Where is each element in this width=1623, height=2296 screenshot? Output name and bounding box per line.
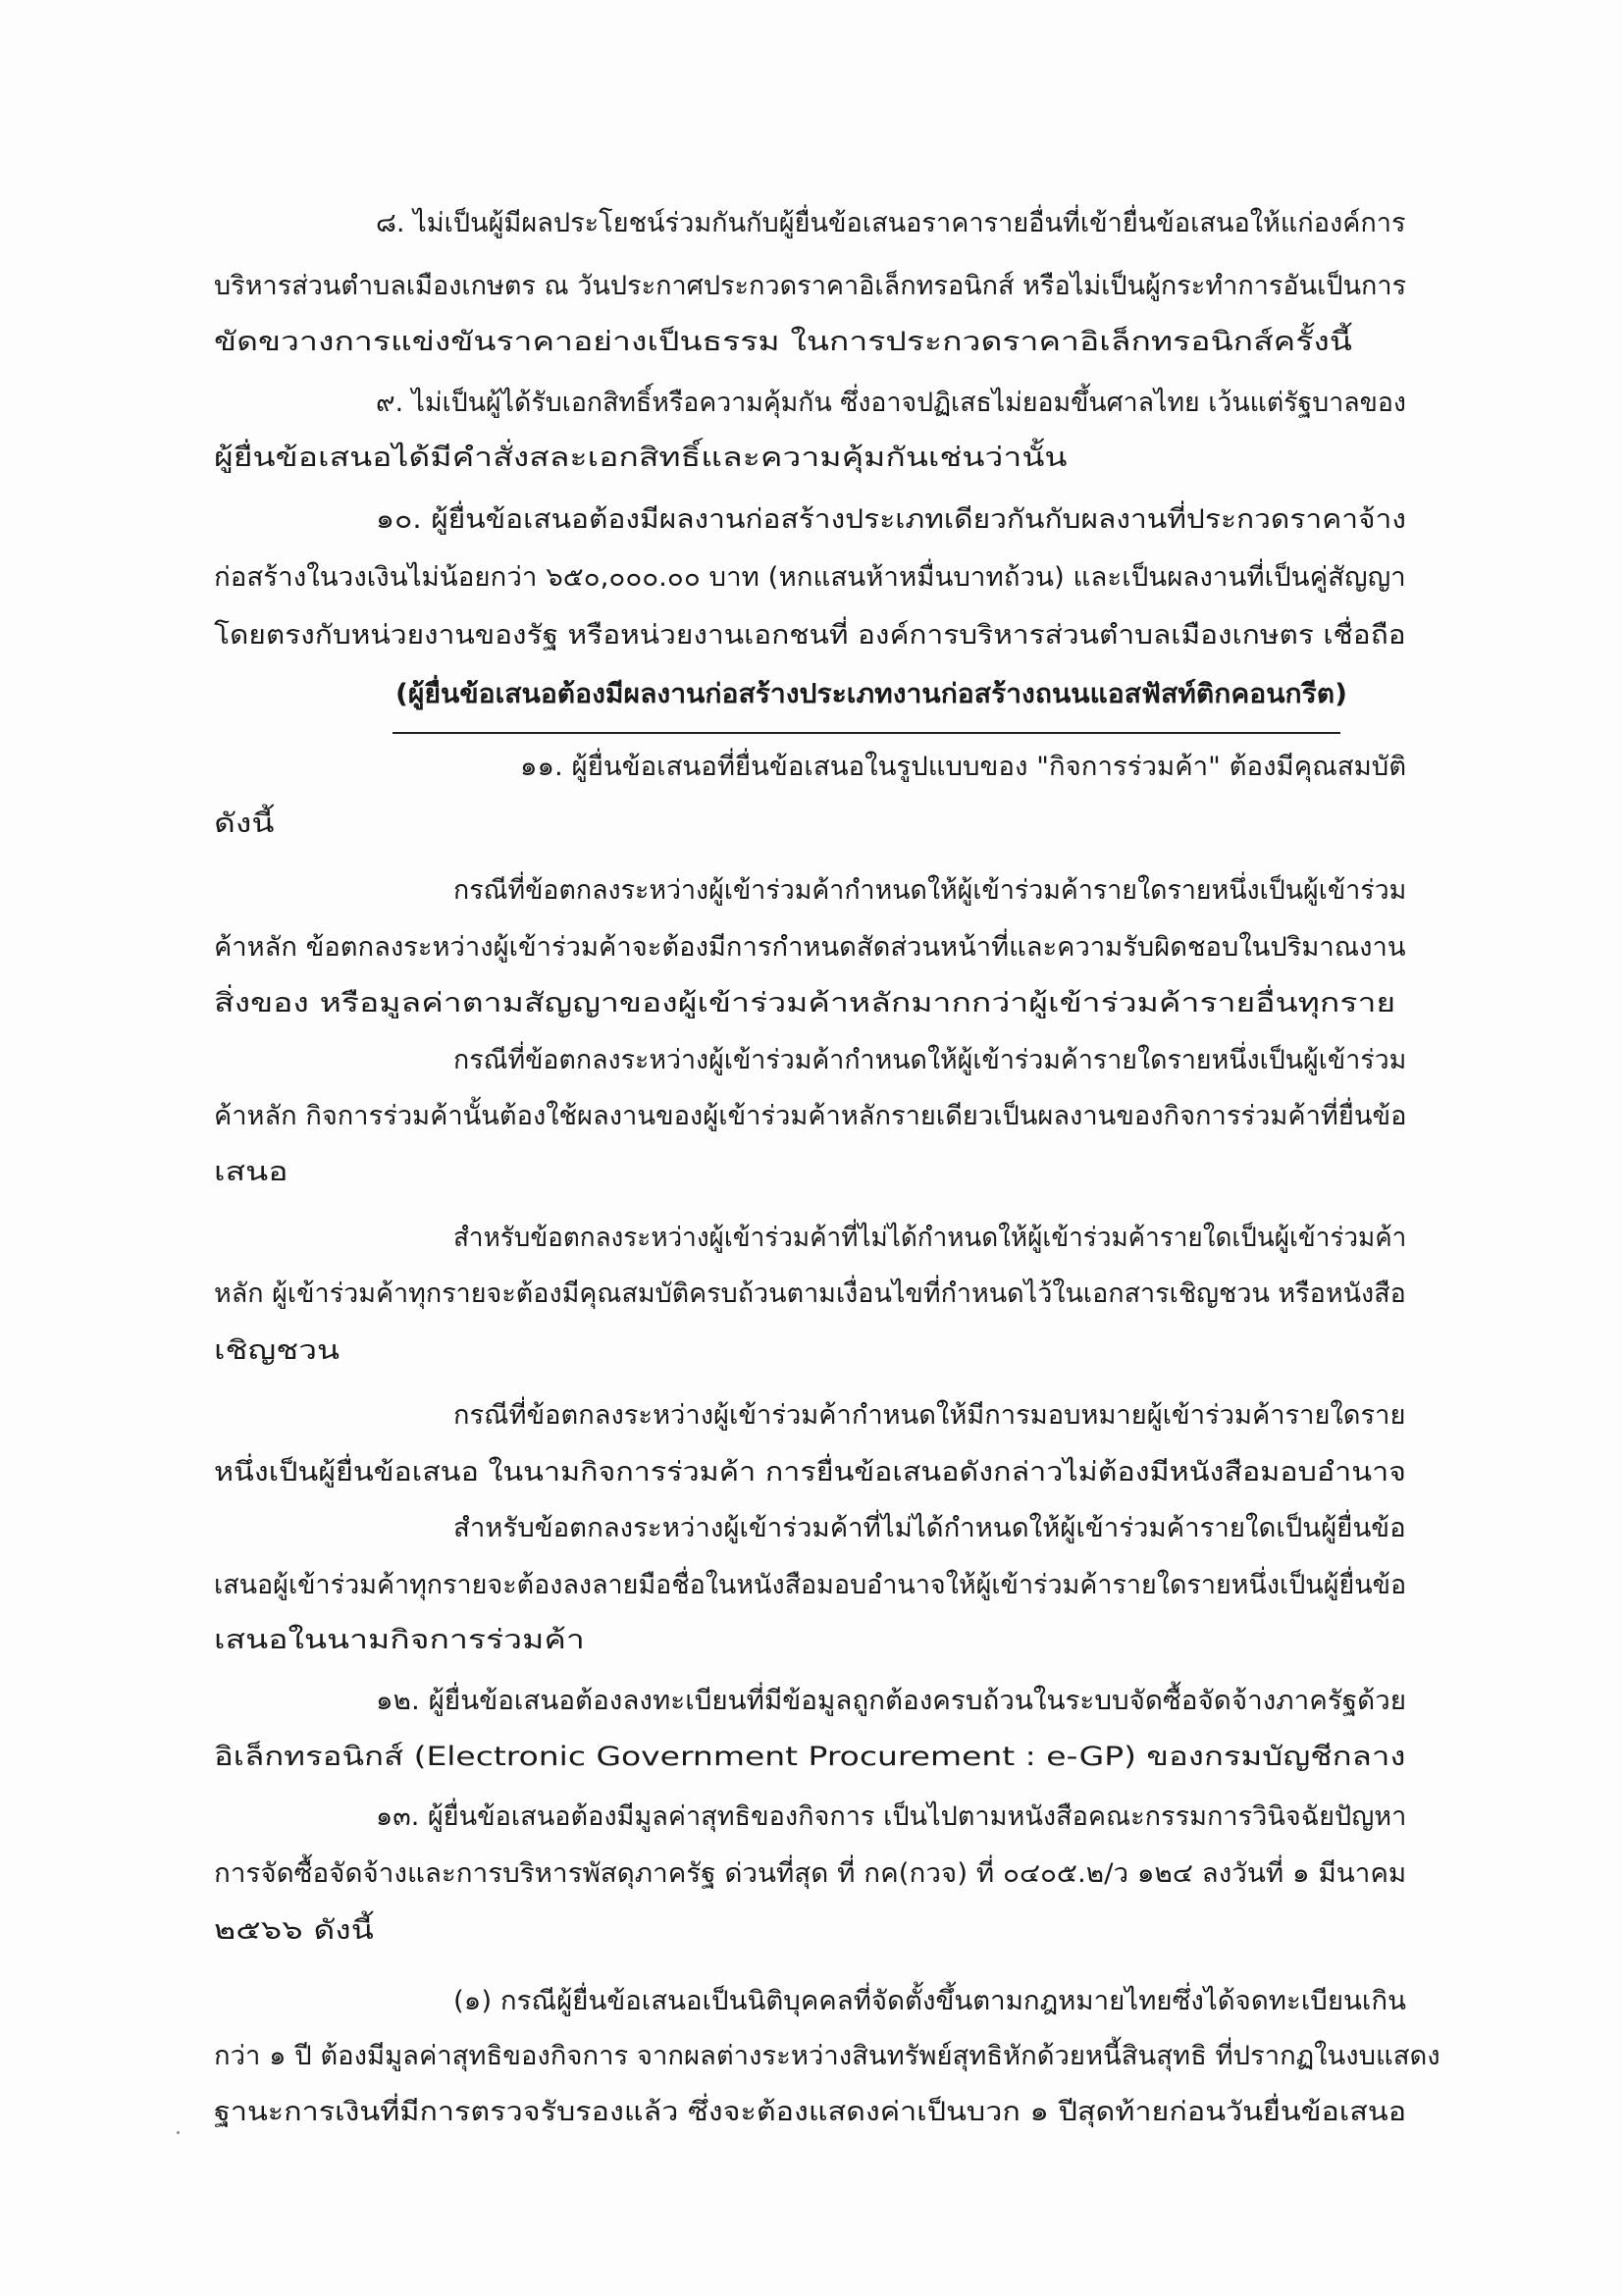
jv-case-1-line-2: ค้าหลัก ข้อตกลงระหว่างผู้เข้าร่วมค้าจะต้องมีการกำหนดสัดส่วนหน้าที่และความรับผิดชอบในปริมาณงาน [214, 932, 1406, 963]
clause-12-line-2: อิเล็กทรอนิกส์ (Electronic Government Procurement : e-GP) ของกรมบัญชีกลาง [214, 1742, 1406, 1772]
clause-8-line-2: บริหารส่วนตำบลเมืองเกษตร ณ วันประกาศประกวดราคาอิเล็กทรอนิกส์ หรือไม่เป็นผู้กระทำการอันเป็นการ [214, 271, 1407, 301]
clause-11-line-1: ๑๑. ผู้ยื่นข้อเสนอที่ยื่นข้อเสนอในรูปแบบของ "กิจการร่วมค้า" ต้องมีคุณสมบัติ [520, 752, 1407, 782]
jv-case-2-line-2: ค้าหลัก กิจการร่วมค้านั้นต้องใช้ผลงานของผู้เข้าร่วมค้าหลักรายเดียวเป็นผลงานของกิจการร่วมค้าที่ยื่นข้อ [214, 1101, 1407, 1131]
jv-case-3-line-2: หลัก ผู้เข้าร่วมค้าทุกรายจะต้องมีคุณสมบัติครบถ้วนตามเงื่อนไขที่กำหนดไว้ในเอกสารเชิญชวน หรือหนังสือ [214, 1278, 1406, 1309]
clause-9-line-1: ๙. ไม่เป็นผู้ได้รับเอกสิทธิ์หรือความคุ้มกัน ซึ่งอาจปฏิเสธไม่ยอมขึ้นศาลไทย เว้นแต่รัฐบาลของ [376, 388, 1406, 418]
clause-12-line-1: ๑๒. ผู้ยื่นข้อเสนอต้องลงทะเบียนที่มีข้อมูลถูกต้องครบถ้วนในระบบจัดซื้อจัดจ้างภาครัฐด้วย [376, 1686, 1407, 1716]
clause-11-line-2: ดังนี้ [214, 809, 275, 839]
jv-case-1-line-1: กรณีที่ข้อตกลงระหว่างผู้เข้าร่วมค้ากำหนดให้ผู้เข้าร่วมค้ารายใดรายหนึ่งเป็นผู้เข้าร่วม [453, 875, 1407, 906]
jv-case-5-line-2: เสนอผู้เข้าร่วมค้าทุกรายจะต้องลงลายมือชื่อในหนังสือมอบอำนาจให้ผู้เข้าร่วมค้ารายใดรายหนึ่งเป็นผู้ยื่นข้อ [214, 1570, 1407, 1600]
clause-13-line-1: ๑๓. ผู้ยื่นข้อเสนอต้องมีมูลค่าสุทธิของกิจการ เป็นไปตามหนังสือคณะกรรมการวินิจฉัยปัญหา [376, 1801, 1407, 1832]
clause-13-item-1-line-3: ฐานะการเงินที่มีการตรวจรับรองแล้ว ซึ่งจะต้องแสดงค่าเป็นบวก ๑ ปีสุดท้ายก่อนวันยื่นข้อเสนอ [214, 2097, 1407, 2127]
clause-13-line-3: ๒๕๖๖ ดังนี้ [214, 1915, 374, 1946]
jv-case-3-line-3: เชิญชวน [214, 1335, 340, 1366]
clause-13-line-2: การจัดซื้อจัดจ้างและการบริหารพัสดุภาครัฐ ด่วนที่สุด ที่ กค(กวจ) ที่ ๐๔๐๕.๒/ว ๑๒๔ ลงวันที่ ๑ มีนาคม [214, 1858, 1407, 1889]
scan-speck [177, 2131, 180, 2134]
jv-case-3-line-1: สำหรับข้อตกลงระหว่างผู้เข้าร่วมค้าที่ไม่ได้กำหนดให้ผู้เข้าร่วมค้ารายใดเป็นผู้เข้าร่วมค้า [453, 1223, 1407, 1253]
jv-case-2-line-3: เสนอ [214, 1157, 288, 1187]
clause-10-line-1: ๑๐. ผู้ยื่นข้อเสนอต้องมีผลงานก่อสร้างประเภทเดียวกันกับผลงานที่ประกวดราคาจ้าง [376, 504, 1406, 535]
bold-note-underline [393, 732, 1340, 734]
jv-case-2-line-1: กรณีที่ข้อตกลงระหว่างผู้เข้าร่วมค้ากำหนดให้ผู้เข้าร่วมค้ารายใดรายหนึ่งเป็นผู้เข้าร่วม [453, 1045, 1407, 1075]
clause-13-item-1-line-2: กว่า ๑ ปี ต้องมีมูลค่าสุทธิของกิจการ จากผลต่างระหว่างสินทรัพย์สุทธิหักด้วยหนี้สินสุทธิ ที่ปรากฏในงบแสดง [214, 2041, 1440, 2071]
clause-9-line-2: ผู้ยื่นข้อเสนอได้มีคำสั่งสละเอกสิทธิ์และความคุ้มกันเช่นว่านั้น [214, 443, 1068, 473]
jv-case-1-line-3: สิ่งของ หรือมูลค่าตามสัญญาของผู้เข้าร่วมค้าหลักมากกว่าผู้เข้าร่วมค้ารายอื่นทุกราย [214, 988, 1396, 1018]
clause-10-line-3: โดยตรงกับหน่วยงานของรัฐ หรือหน่วยงานเอกชนที่ องค์การบริหารส่วนตำบลเมืองเกษตร เชื่อถือ [214, 620, 1406, 651]
jv-case-5-line-3: เสนอในนามกิจการร่วมค้า [214, 1625, 585, 1655]
clause-10-bold-note: (ผู้ยื่นข้อเสนอต้องมีผลงานก่อสร้างประเภทงานก่อสร้างถนนแอสฟัสท์ติกคอนกรีต) [395, 679, 1348, 709]
jv-case-4-line-2: หนึ่งเป็นผู้ยื่นข้อเสนอ ในนามกิจการร่วมค้า การยื่นข้อเสนอดังกล่าวไม่ต้องมีหนังสือมอบอำนาจ [214, 1457, 1406, 1487]
clause-8-line-3: ขัดขวางการแข่งขันราคาอย่างเป็นธรรม ในการประกวดราคาอิเล็กทรอนิกส์ครั้งนี้ [214, 327, 1352, 357]
clause-10-line-2: ก่อสร้างในวงเงินไม่น้อยกว่า ๖๕๐,๐๐๐.๐๐ บาท (หกแสนห้าหมื่นบาทถ้วน) และเป็นผลงานที่เป็นคู่สัญญา [214, 562, 1406, 593]
clause-13-item-1-line-1: (๑) กรณีผู้ยื่นข้อเสนอเป็นนิติบุคคลที่จัดตั้งขึ้นตามกฎหมายไทยซึ่งได้จดทะเบียนเกิน [453, 1986, 1406, 2016]
jv-case-5-line-1: สำหรับข้อตกลงระหว่างผู้เข้าร่วมค้าที่ไม่ได้กำหนดให้ผู้เข้าร่วมค้ารายใดเป็นผู้ยื่นข้อ [453, 1513, 1406, 1543]
clause-8-line-1: ๘. ไม่เป็นผู้มีผลประโยชน์ร่วมกันกับผู้ยื่นข้อเสนอราคารายอื่นที่เข้ายื่นข้อเสนอให้แก่องค์การ [376, 208, 1406, 238]
jv-case-4-line-1: กรณีที่ข้อตกลงระหว่างผู้เข้าร่วมค้ากำหนดให้มีการมอบหมายผู้เข้าร่วมค้ารายใดราย [453, 1400, 1406, 1431]
